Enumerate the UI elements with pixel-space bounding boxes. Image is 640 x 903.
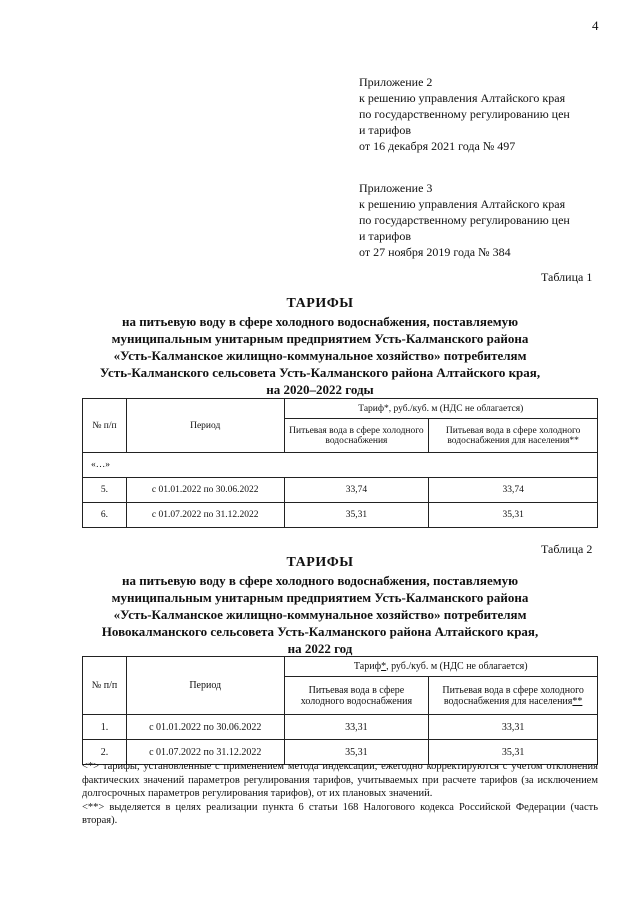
cell-period: с 01.07.2022 по 31.12.2022 [126, 740, 284, 765]
table-row [83, 478, 598, 503]
header-col2: Питьевая вода в сфере холодного водоснабжения для населения** [429, 419, 598, 453]
cell-value: 35,31 [429, 503, 598, 528]
table1-subtitle-line: на питьевую воду в сфере холодного водоснабжения, поставляемую [121, 314, 519, 329]
cell-num: 1. [83, 715, 127, 740]
cell-period: с 01.07.2022 по 31.12.2022 [126, 503, 284, 528]
table1-subtitle-line: муниципальным унитарным предприятием Усть-Калманского района [111, 331, 529, 346]
table2-subtitle-line: Новокалманского сельсовета Усть-Калманского района Алтайского края, [101, 624, 539, 639]
appendix-line: от 16 декабря 2021 года № 497 [359, 139, 516, 153]
appendix-line: Приложение 2 [359, 75, 433, 89]
header-tariff [284, 657, 597, 677]
tariff-table-2 [82, 656, 598, 765]
cell-period: с 01.01.2022 по 30.06.2022 [126, 715, 284, 740]
table2-subtitle-line: на 2022 год [287, 641, 353, 656]
header-num: № п/п [83, 399, 127, 453]
header-tariff-prefix: Тариф [353, 661, 382, 672]
header-col2-mark: ** [572, 695, 583, 707]
cell-value: 33,31 [284, 715, 429, 740]
header-col2-text: Питьевая вода в сфере холодного водоснабжения для населения [442, 684, 584, 707]
cell-num: 2. [83, 740, 127, 765]
header-tariff: Тариф*, руб./куб. м (НДС не облагается) [284, 399, 597, 419]
footnotes [82, 760, 598, 828]
appendix-2-header [359, 74, 599, 154]
table1-title-block [60, 295, 580, 398]
appendix-3-header [359, 180, 599, 260]
appendix-line: и тарифов [359, 229, 412, 243]
table2-subtitle-line: на питьевую воду в сфере холодного водоснабжения, поставляемую [121, 573, 519, 588]
header-tariff-suffix: , руб./куб. м (НДС не облагается) [386, 661, 528, 672]
page-number: 4 [592, 18, 599, 33]
appendix-line: по государственному регулированию цен [359, 107, 570, 121]
table1-label: Таблица 1 [541, 270, 593, 284]
cell-value: 35,31 [284, 503, 429, 528]
header-col1: Питьевая вода в сфере холодного водоснабжения [284, 419, 429, 453]
cell-value: 33,31 [429, 715, 598, 740]
appendix-line: Приложение 3 [359, 181, 433, 195]
table1-subtitle-line: Усть-Калманского сельсовета Усть-Калманского района Алтайского края, [99, 365, 541, 380]
table2-title: ТАРИФЫ [286, 555, 354, 570]
cell-period: с 01.01.2022 по 30.06.2022 [126, 478, 284, 503]
table-row [83, 715, 598, 740]
header-num: № п/п [83, 657, 127, 715]
table-row [83, 503, 598, 528]
appendix-line: по государственному регулированию цен [359, 213, 570, 227]
footnote-2: <**> выделяется в целях реализации пункта 6 статьи 168 Налогового кодекса Российской Федерации (часть вторая). [82, 801, 598, 826]
header-tariff-mark: * [381, 661, 387, 672]
header-period: Период [126, 399, 284, 453]
cell-value: 35,31 [429, 740, 598, 765]
table2-label: Таблица 2 [541, 542, 593, 556]
table1-subtitle-line: «Усть-Калманское жилищно-коммунальное хозяйство» потребителям [113, 348, 527, 363]
header-period: Период [126, 657, 284, 715]
appendix-line: к решению управления Алтайского края [359, 197, 566, 211]
ellipsis-row: «…» [83, 453, 598, 478]
footnote-1: <*> тарифы, установленные с применением метода индексации, ежегодно корректируются с учетом отклонения фактических значений параметров регулирования тарифов, учитываемых при расчете тарифов (за исключением долгосрочных параметров регулирования тарифов), от их плановых значений. [82, 761, 598, 799]
header-col1: Питьевая вода в сфере холодного водоснабжения [284, 677, 429, 715]
header-col2 [429, 677, 598, 715]
tariff-table-1 [82, 398, 598, 528]
cell-value: 35,31 [284, 740, 429, 765]
table2-subtitle-line: «Усть-Калманское жилищно-коммунальное хозяйство» потребителям [113, 607, 527, 622]
appendix-line: к решению управления Алтайского края [359, 91, 566, 105]
table1-title: ТАРИФЫ [286, 296, 354, 311]
table1-subtitle-line: на 2020–2022 годы [266, 382, 374, 397]
cell-num: 6. [83, 503, 127, 528]
table2-subtitle-line: муниципальным унитарным предприятием Усть-Калманского района [111, 590, 529, 605]
cell-value: 33,74 [429, 478, 598, 503]
cell-num: 5. [83, 478, 127, 503]
cell-value: 33,74 [284, 478, 429, 503]
appendix-line: от 27 ноября 2019 года № 384 [359, 245, 511, 259]
appendix-line: и тарифов [359, 123, 412, 137]
table2-title-block [60, 554, 580, 657]
